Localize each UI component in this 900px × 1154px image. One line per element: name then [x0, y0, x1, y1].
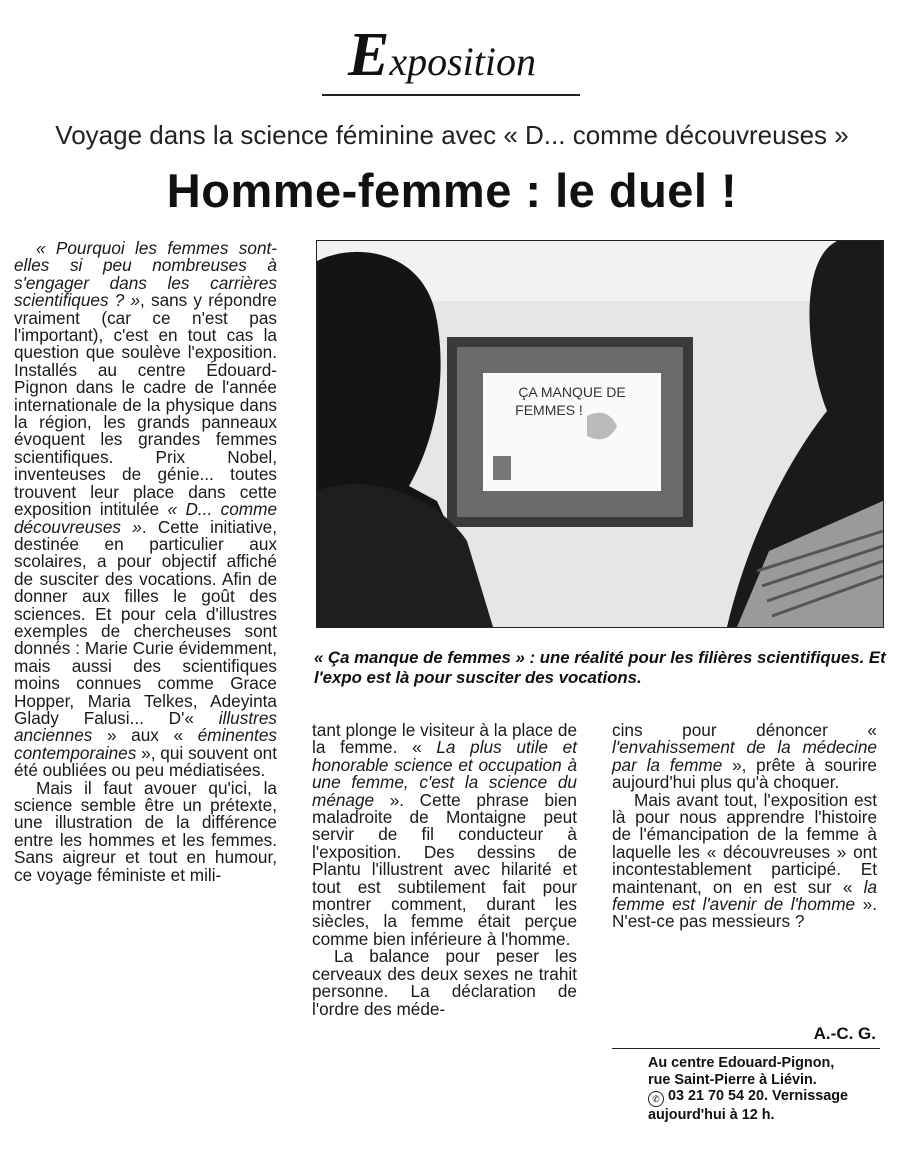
info-line-4: aujourd'hui à 12 h.	[648, 1107, 775, 1124]
section-rubric	[322, 18, 580, 96]
column3-em-1: l'envahissement de la médecine par la femme	[612, 737, 877, 775]
column1-text-b: . Cette initiative, destinée en particulier aux scolaires, a pour objectif affiché de susciter des vocations. Afin de donner aux filles le goût des sciences. Et pour cela d'illustres exemples de chercheuses sont donnés : Marie Curie évidemment, mais aussi des scientifiques moins connues comme Grace Hopper, Maria Telkes, Adeyinta Glady Falusi... D'	[14, 516, 277, 728]
opening-quote: « Pourquoi les femmes sont-elles si peu nombreuses à s'engager dans les carrières scientifiques ? »	[14, 238, 277, 311]
practical-info	[612, 1048, 880, 1124]
rubric-rest: xposition	[389, 39, 537, 84]
panel-text-line-2: FEMMES !	[515, 402, 583, 418]
column3-paragraph-2	[612, 789, 878, 932]
column1-text-c: » aux «	[92, 725, 198, 746]
column1-em-1: illustres anciennes	[14, 707, 277, 746]
article-subtitle: Voyage dans la science féminine avec « D... comme découvreuses »	[55, 120, 849, 150]
column3-em-2: la femme est l'avenir de l'homme	[612, 876, 877, 915]
info-line-2: rue Saint-Pierre à Liévin.	[648, 1071, 817, 1088]
article-headline: Homme-femme : le duel !	[166, 164, 738, 217]
column3-text-d: ». N'est-ce pas messieurs ?	[612, 894, 878, 932]
info-line-3	[612, 1088, 880, 1107]
column2-text-a: tant plonge le visiteur à la place de la femme. «	[312, 720, 577, 758]
exhibition-title: « D... comme découvreuses »	[14, 499, 277, 537]
column3-text-c: Mais avant tout, l'exposition est là pour nous apprendre l'histoire de l'émancipation de la femme à laquelle les « découvreuses » ont incontestablement participé. Et maintenant, on en est sur «	[612, 789, 877, 897]
panel-text-line-1: ÇA MANQUE DE	[518, 384, 626, 400]
phone-icon: ✆	[648, 1091, 664, 1107]
rubric-initial: E	[348, 21, 390, 89]
column2-text-b: ». Cette phrase bien maladroite de Montaigne peut servir de fil conducteur à l'exposition. Des dessins de Plantu l'illustrent avec hilarité et tout est subtilement fait pour montrer comment, durant les siècles, la femme était perçue comme bien inférieure à l'homme.	[312, 789, 577, 949]
column3-paragraph-1	[612, 722, 877, 792]
column2-paragraph-1	[312, 722, 577, 948]
column1-em-2: éminentes contemporaines	[14, 725, 277, 763]
photo-illustration	[317, 241, 883, 627]
article-column-2	[312, 722, 577, 1018]
column1-text-d: », qui souvent ont été oubliées ou peu médiatisées.	[14, 742, 277, 781]
author-signature: A.-C. G.	[813, 1024, 876, 1043]
info-line-1: Au centre Edouard-Pignon,	[648, 1055, 835, 1071]
column1-paragraph-2: Mais il faut avouer qu'ici, la science semble être un prétexte, une illustration de la différence entre les hommes et les femmes. Sans aigreur et tout en humour, ce voyage féministe et mili-	[14, 777, 277, 885]
column2-paragraph-2: La balance pour peser les cerveaux des deux sexes ne trahit personne. La déclaration de l'ordre des méde-	[312, 946, 577, 1019]
column1-text-a: , sans y répondre vraiment (car ce n'est pas l'important), c'est en tout cas la question que soulève l'exposition. Installés au centre Édouard-Pignon dans le cadre de l'année internationale de la physique dans la région, les grands panneaux évoquent les grandes femmes scientifiques. Prix Nobel, inventeuses de génie... toutes trouvent leur place dans cette exposition intitulée	[14, 290, 277, 520]
article-column-3	[612, 722, 877, 931]
column3-text-b: », prête à sourire aujourd'hui plus qu'à choquer.	[612, 754, 877, 793]
column1-paragraph-1: « Pourquoi les femmes sont-elles si peu nombreuses à s'engager dans les carrières scientifiques ? », sans y répondre vraiment (car ce n'est pas l'important), c'est en tout cas la question que soulève l'exposition. Installés au centre Édouard-Pignon dans le cadre de l'année internationale de la physique dans la région, les grands panneaux évoquent les grandes femmes scientifiques. Prix Nobel, inventeuses de génie... toutes trouvent leur place dans cette exposition intitulée « D... comme découvreuses ». Cette initiative, destinée en particulier aux scolaires, a pour objectif affiché de susciter des vocations. Afin de donner aux filles le goût des sciences. Et pour cela d'illustres exemples de chercheuses sont donnés : Marie Curie évidemment, mais aussi des scientifiques moins connues comme Grace Hopper, Maria Telkes, Adeyinta Glady Falusi... D'« illustres anciennes » aux « éminentes contemporaines », qui souvent ont été oubliées ou peu médiatisées.	[14, 238, 277, 781]
article-column-1	[14, 240, 277, 884]
column3-text-a: cins pour dénoncer «	[612, 720, 877, 740]
section-rubric-text	[348, 21, 537, 89]
info-phone: 03 21 70 54 20. Vernissage	[668, 1088, 849, 1105]
article-photo	[316, 240, 884, 628]
montaigne-quote: La plus utile et honorable science et occupation à une femme, c'est la science du ménage	[312, 737, 577, 810]
photo-caption: « Ça manque de femmes » : une réalité pour les filières scientifiques. Et l'expo est là pour susciter des vocations.	[314, 648, 886, 687]
